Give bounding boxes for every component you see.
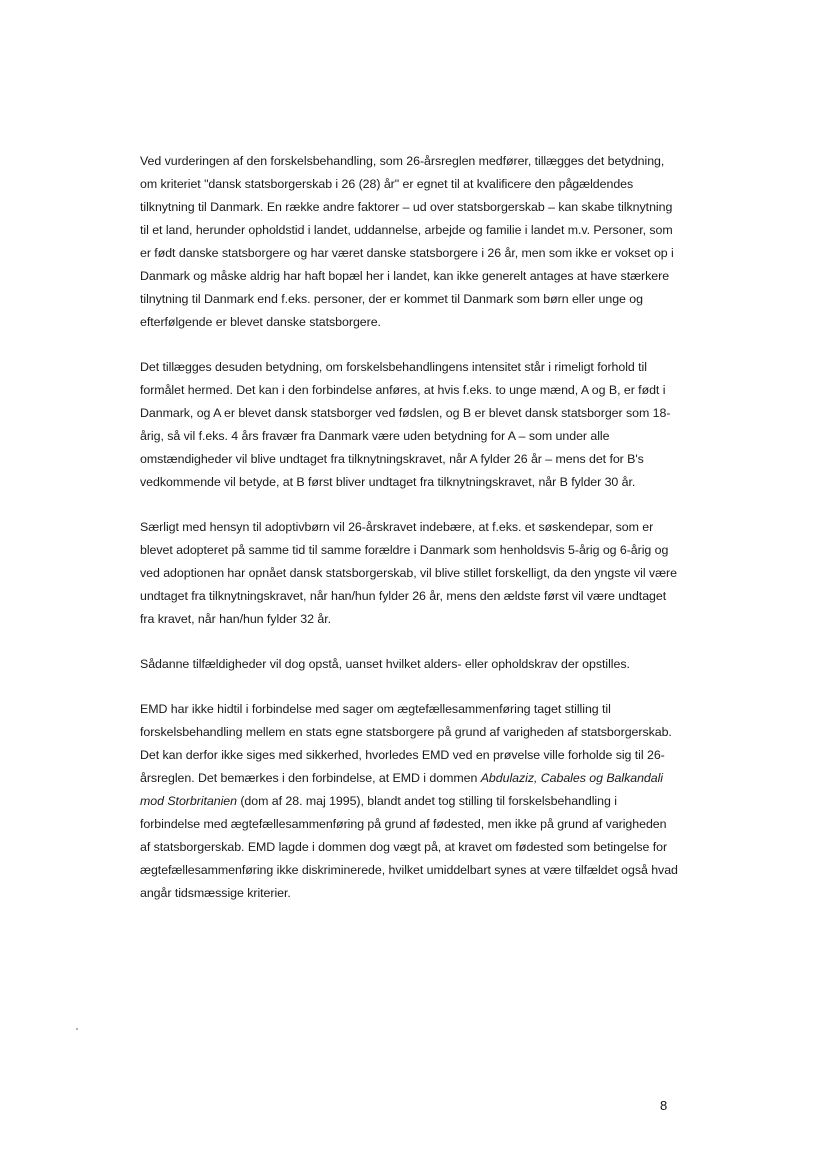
paragraph-3: Særligt med hensyn til adoptivbørn vil 26-årskravet indebære, at f.eks. et søskendepar, som er blevet adopteret på samme tid til samme forældre i Danmark som henholdsvis 5-årig og 6-årig og ved adoptionen har opnået dansk statsborgerskab, vil blive stillet forskelligt, da den yngste vil være undtaget fra tilknytningskravet, når han/hun fylder 26 år, mens den ældste først vil være undtaget fra kravet, når han/hun fylder 32 år. bbox=[140, 520, 677, 626]
document-body bbox=[140, 150, 680, 927]
paragraph-4: Sådanne tilfældigheder vil dog opstå, uanset hvilket alders- eller opholdskrav der opstilles. bbox=[140, 657, 630, 671]
case-name: Abdulaziz, Cabales og Balkandali mod Storbritanien bbox=[140, 771, 664, 808]
paragraph-5-text-after: (dom af 28. maj 1995), blandt andet tog stilling til forskelsbehandling i forbindelse med ægtefællesammenføring på grund af fødested, men ikke på grund af varigheden af statsborgerskab. EMD lagde i dommen dog vægt på, at kravet om fødested som betingelse for ægtefællesammenføring ikke diskriminerede, hvilket umiddelbart synes at være tilfældet også hvad angår tidsmæssige kriterier. bbox=[140, 794, 678, 900]
page-number: 8 bbox=[660, 1098, 668, 1113]
paragraph-5-text-before: EMD har ikke hidtil i forbindelse med sager om ægtefællesammenføring taget stilling til forskelsbehandling mellem en stats egne statsborgere på grund af varigheden af statsborgerskab. Det kan derfor ikke siges med sikkerhed, hvorledes EMD ved en prøvelse ville forholde sig til 26-årsreglen. Det bemærkes i den forbindelse, at EMD i dommen bbox=[140, 702, 672, 785]
paragraph-1: Ved vurderingen af den forskelsbehandling, som 26-årsreglen medfører, tillægges det betydning, om kriteriet "dansk statsborgerskab i 26 (28) år" er egnet til at kvalificere den pågældendes tilknytning til Danmark. En række andre faktorer – ud over statsborgerskab – kan skabe tilknytning til et land, herunder opholdstid i landet, uddannelse, arbejde og familie i landet m.v. Personer, som er født danske statsborgere og har været danske statsborgere i 26 år, men som ikke er vokset op i Danmark og måske aldrig har haft bopæl her i landet, kan ikke generelt antages at have stærkere tilnytning til Danmark end f.eks. personer, der er kommet til Danmark som børn eller unge og efterfølgende er blevet danske statsborgere. bbox=[140, 154, 674, 329]
paragraph-2: Det tillægges desuden betydning, om forskelsbehandlingens intensitet står i rimeligt forhold til formålet hermed. Det kan i den forbindelse anføres, at hvis f.eks. to unge mænd, A og B, er født i Danmark, og A er blevet dansk statsborger ved fødslen, og B er blevet dansk statsborger som 18-årig, så vil f.eks. 4 års fravær fra Danmark være uden betydning for A – som under alle omstændigheder vil blive undtaget fra tilknytningskravet, når A fylder 26 år – mens det for B's vedkommende vil betyde, at B først bliver undtaget fra tilknytningskravet, når B fylder 30 år. bbox=[140, 360, 671, 489]
paragraph-5 bbox=[140, 698, 680, 905]
scan-speck bbox=[76, 1028, 78, 1030]
